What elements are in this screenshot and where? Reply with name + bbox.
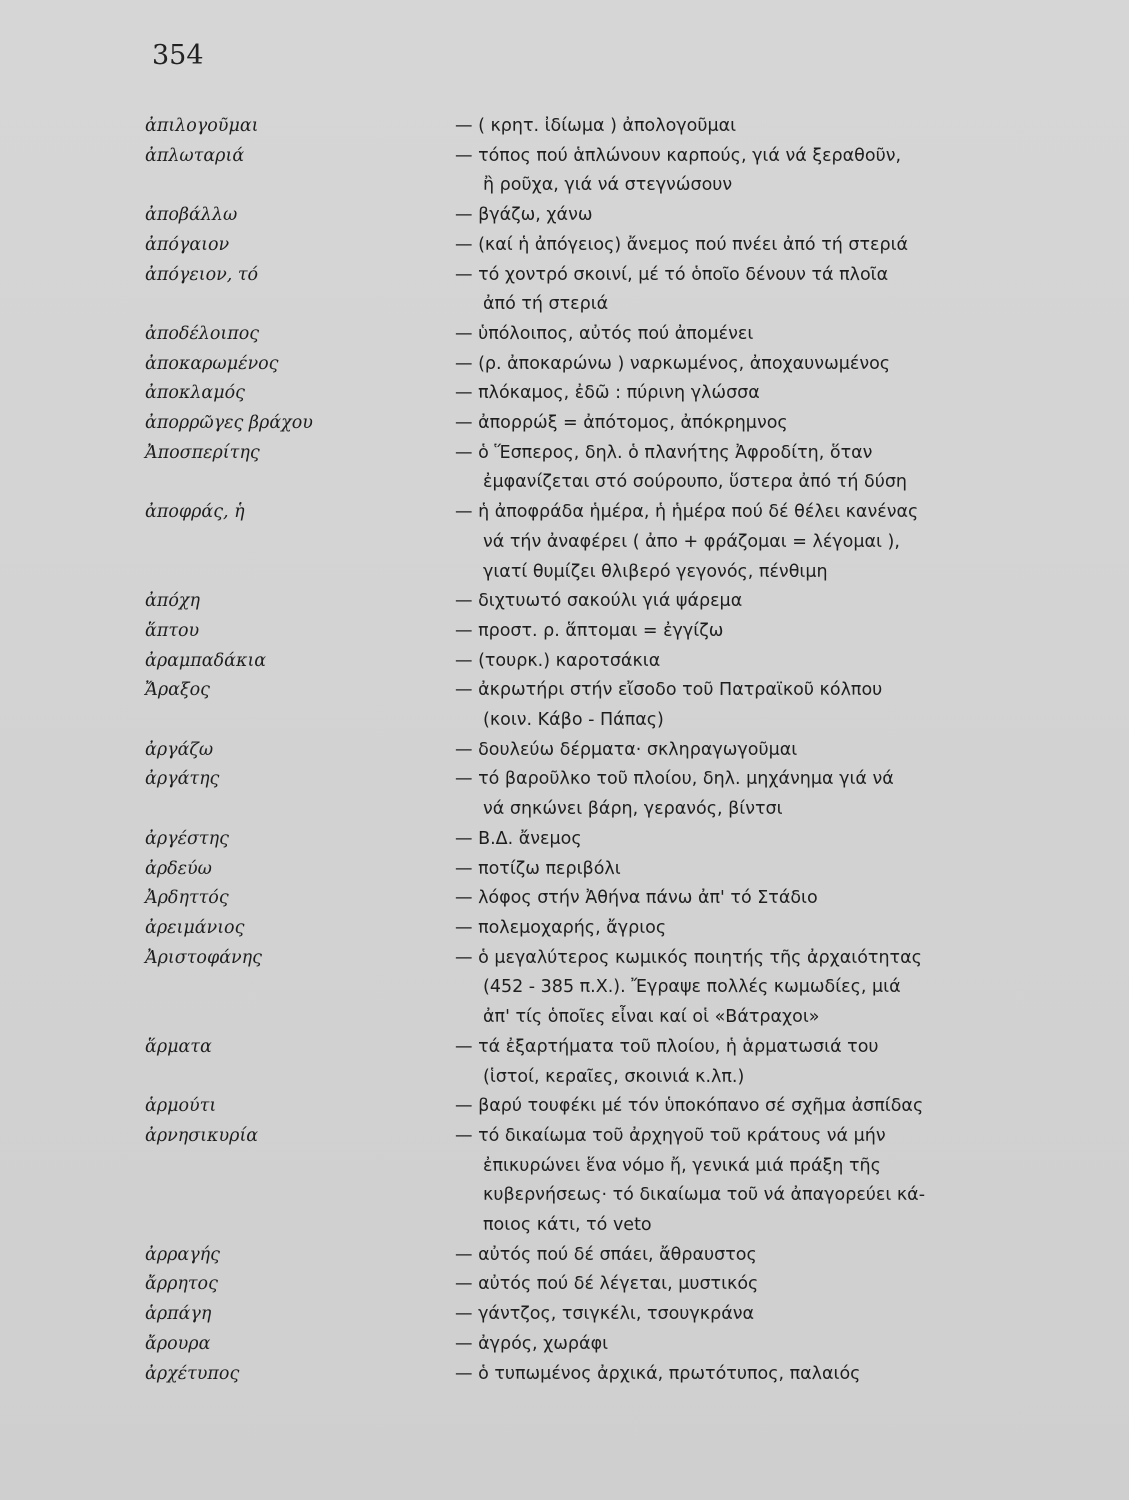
- entry-definition: [455, 142, 1005, 201]
- entry-definition: [455, 231, 1005, 261]
- glossary-entry: [145, 112, 1005, 142]
- definition-line: — βαρύ τουφέκι μέ τόν ὑποκόπανο σέ σχῆμα ἀσπίδας: [455, 1096, 924, 1117]
- definition-line: ἢ ροῦχα, γιά νά στεγνώσουν: [483, 175, 733, 196]
- glossary-entry: [145, 439, 1005, 498]
- glossary-entry: [145, 1330, 1005, 1360]
- glossary-entry: [145, 320, 1005, 350]
- glossary-entry: [145, 201, 1005, 231]
- entry-definition: [455, 1300, 1005, 1330]
- definition-line: — τόπος πού ἁπλώνουν καρπούς, γιά νά ξεραθοῦν,: [455, 145, 902, 166]
- definition-line: — τό βαροῦλκο τοῦ πλοίου, δηλ. μηχάνημα γιά νά: [455, 769, 894, 790]
- entry-definition: [455, 439, 1005, 498]
- entry-definition: [455, 1033, 1005, 1092]
- entry-term: ἀρειμάνιος: [145, 917, 245, 938]
- glossary-entry: [145, 587, 1005, 617]
- glossary-entry: [145, 736, 1005, 766]
- definition-line: — πολεμοχαρής, ἄγριος: [455, 917, 667, 938]
- entry-definition: [455, 1330, 1005, 1360]
- entry-definition: [455, 587, 1005, 617]
- entry-term: ἀρραγής: [145, 1244, 220, 1265]
- entry-definition: [455, 1122, 1005, 1241]
- entry-definition: [455, 1092, 1005, 1122]
- definition-line: — Β.Δ. ἄνεμος: [455, 828, 582, 849]
- definition-line: (452 - 385 π.Χ.). Ἔγραψε πολλές κωμωδίες, μιά: [483, 977, 901, 998]
- definition-line: ἐμφανίζεται στό σούρουπο, ὕστερα ἀπό τή δύση: [483, 472, 907, 493]
- definition-line: — τά ἐξαρτήματα τοῦ πλοίου, ἡ ἁρματωσιά του: [455, 1036, 879, 1057]
- entry-definition: [455, 409, 1005, 439]
- definition-line: (ἱστοί, κεραῖες, σκοινιά κ.λπ.): [483, 1066, 745, 1087]
- glossary-entry: [145, 944, 1005, 1033]
- glossary-entry: [145, 261, 1005, 320]
- glossary-entry: [145, 1122, 1005, 1241]
- entry-term: ἄρουρα: [145, 1333, 211, 1354]
- entry-term: ἀπόγειον, τό: [145, 264, 259, 285]
- definition-line: — ἀγρός, χωράφι: [455, 1333, 609, 1354]
- definition-line: — αὐτός πού δέ σπάει, ἄθραυστος: [455, 1244, 757, 1265]
- glossary-entry: [145, 1033, 1005, 1092]
- entry-definition: [455, 736, 1005, 766]
- definition-line: — (ρ. ἀποκαρώνω ) ναρκωμένος, ἀποχαυνωμένος: [455, 353, 891, 374]
- glossary-entry: [145, 231, 1005, 261]
- page-number: 354: [152, 40, 204, 71]
- glossary-entry: [145, 498, 1005, 587]
- definition-line: — ποτίζω περιβόλι: [455, 858, 621, 879]
- entry-definition: [455, 379, 1005, 409]
- entry-definition: [455, 765, 1005, 824]
- glossary-entry: [145, 1092, 1005, 1122]
- entry-definition: [455, 676, 1005, 735]
- glossary-entry: [145, 379, 1005, 409]
- definition-line: — τό δικαίωμα τοῦ ἀρχηγοῦ τοῦ κράτους νά μήν: [455, 1125, 886, 1146]
- entry-definition: [455, 1241, 1005, 1271]
- definition-line: ποιος κάτι, τό veto: [483, 1215, 652, 1236]
- glossary-entry: [145, 409, 1005, 439]
- definition-line: — αὐτός πού δέ λέγεται, μυστικός: [455, 1274, 759, 1295]
- entry-term: ἀραμπαδάκια: [145, 650, 267, 671]
- entry-term: ἀργάτης: [145, 769, 220, 790]
- entry-term: ἁρμούτι: [145, 1096, 217, 1117]
- entry-term: ἀργέστης: [145, 828, 229, 849]
- glossary-entry: [145, 142, 1005, 201]
- glossary-entry: [145, 676, 1005, 735]
- definition-line: (κοιν. Κάβο - Πάπας): [483, 710, 664, 731]
- definition-line: — ὑπόλοιπος, αὐτός πού ἀπομένει: [455, 323, 754, 344]
- definition-line: — προστ. ρ. ἅπτομαι = ἐγγίζω: [455, 620, 724, 641]
- definition-line: — ( κρητ. ἰδίωμα ) ἀπολογοῦμαι: [455, 116, 737, 136]
- entry-term: ἅπτου: [145, 620, 200, 641]
- entry-term: ἀποδέλοιπος: [145, 323, 260, 344]
- entry-term: ἀρχέτυπος: [145, 1363, 240, 1384]
- entry-definition: [455, 498, 1005, 587]
- entry-term: ἀποκαρωμένος: [145, 353, 279, 374]
- definition-line: νά τήν ἀναφέρει ( ἀπο + φράζομαι = λέγομαι ),: [483, 531, 900, 552]
- definition-line: ἀπό τή στεριά: [483, 294, 609, 315]
- definition-line: — (καί ἡ ἀπόγειος) ἄνεμος πού πνέει ἀπό τή στεριά: [455, 234, 909, 255]
- definition-line: — δουλεύω δέρματα· σκληραγωγοῦμαι: [455, 739, 798, 760]
- entry-term: ἀπιλογοῦμαι: [145, 116, 259, 136]
- glossary-entry: [145, 617, 1005, 647]
- glossary-entry: [145, 350, 1005, 380]
- entry-definition: [455, 855, 1005, 885]
- entry-definition: [455, 201, 1005, 231]
- definition-line: ἐπικυρώνει ἕνα νόμο ἤ, γενικά μιά πράξη τῆς: [483, 1155, 881, 1176]
- entry-term: ἄρρητος: [145, 1274, 218, 1295]
- definition-line: — ὁ τυπωμένος ἀρχικά, πρωτότυπος, παλαιός: [455, 1363, 861, 1384]
- glossary-entry: [145, 825, 1005, 855]
- entry-definition: [455, 112, 1005, 142]
- definition-line: — πλόκαμος, ἐδῶ : πύρινη γλώσσα: [455, 383, 760, 404]
- entry-term: Ἄραξος: [145, 680, 210, 701]
- definition-line: — ὁ μεγαλύτερος κωμικός ποιητής τῆς ἀρχαιότητας: [455, 947, 922, 968]
- entry-definition: [455, 261, 1005, 320]
- entry-term: ἀπορρῶγες βράχου: [145, 413, 313, 434]
- definition-line: νά σηκώνει βάρη, γερανός, βίντσι: [483, 799, 783, 820]
- definition-line: — (τουρκ.) καροτσάκια: [455, 650, 661, 671]
- glossary-entry: [145, 647, 1005, 677]
- entry-term: ἀποκλαμός: [145, 383, 245, 404]
- entry-definition: [455, 1360, 1005, 1390]
- definition-line: — ἀκρωτήρι στήν εἴσοδο τοῦ Πατραϊκοῦ κόλπου: [455, 680, 883, 701]
- entry-term: Ἀριστοφάνης: [145, 947, 262, 968]
- entry-term: ἀρδεύω: [145, 858, 212, 879]
- entry-term: ἀποβάλλω: [145, 205, 238, 226]
- entry-term: ἀπόχη: [145, 591, 200, 612]
- definition-line: κυβερνήσεως· τό δικαίωμα τοῦ νά ἀπαγορεύει κά-: [483, 1185, 926, 1206]
- definition-line: — γάντζος, τσιγκέλι, τσουγκράνα: [455, 1304, 755, 1325]
- definition-line: ἀπ' τίς ὁποῖες εἶναι καί οἱ «Βάτραχοι»: [483, 1007, 820, 1028]
- entry-term: ἀρνησικυρία: [145, 1125, 259, 1146]
- entry-term: ἁρπάγη: [145, 1304, 212, 1325]
- definition-line: — ἡ ἀποφράδα ἡμέρα, ἡ ἡμέρα πού δέ θέλει κανένας: [455, 502, 919, 523]
- entry-term: ἀπλωταριά: [145, 145, 245, 166]
- entry-term: Ἀρδηττός: [145, 888, 229, 909]
- definition-line: — τό χοντρό σκοινί, μέ τό ὁποῖο δένουν τά πλοῖα: [455, 264, 889, 285]
- glossary-entry: [145, 914, 1005, 944]
- entry-term: ἀπόγαιον: [145, 234, 230, 255]
- entry-term: ἀποφράς, ἡ: [145, 502, 245, 523]
- glossary-entry: [145, 1360, 1005, 1390]
- definition-line: γιατί θυμίζει θλιβερό γεγονός, πένθιμη: [483, 561, 828, 582]
- glossary-entry: [145, 1300, 1005, 1330]
- glossary-entry: [145, 855, 1005, 885]
- definition-line: — ἀπορρώξ = ἀπότομος, ἀπόκρημνος: [455, 413, 788, 434]
- glossary-entries: [145, 112, 1005, 1389]
- entry-definition: [455, 914, 1005, 944]
- entry-definition: [455, 617, 1005, 647]
- entry-term: ἅρματα: [145, 1036, 212, 1057]
- glossary-entry: [145, 884, 1005, 914]
- definition-line: — βγάζω, χάνω: [455, 205, 593, 226]
- entry-definition: [455, 647, 1005, 677]
- glossary-entry: [145, 1270, 1005, 1300]
- entry-definition: [455, 884, 1005, 914]
- entry-definition: [455, 350, 1005, 380]
- definition-line: — λόφος στήν Ἀθήνα πάνω ἀπ' τό Στάδιο: [455, 888, 818, 909]
- entry-term: ἀργάζω: [145, 739, 214, 760]
- entry-definition: [455, 320, 1005, 350]
- entry-definition: [455, 825, 1005, 855]
- entry-term: Ἀποσπερίτης: [145, 442, 260, 463]
- glossary-entry: [145, 765, 1005, 824]
- entry-definition: [455, 1270, 1005, 1300]
- definition-line: — ὁ Ἕσπερος, δηλ. ὁ πλανήτης Ἀφροδίτη, ὅταν: [455, 442, 873, 463]
- definition-line: — διχτυωτό σακούλι γιά ψάρεμα: [455, 591, 743, 612]
- glossary-entry: [145, 1241, 1005, 1271]
- entry-definition: [455, 944, 1005, 1033]
